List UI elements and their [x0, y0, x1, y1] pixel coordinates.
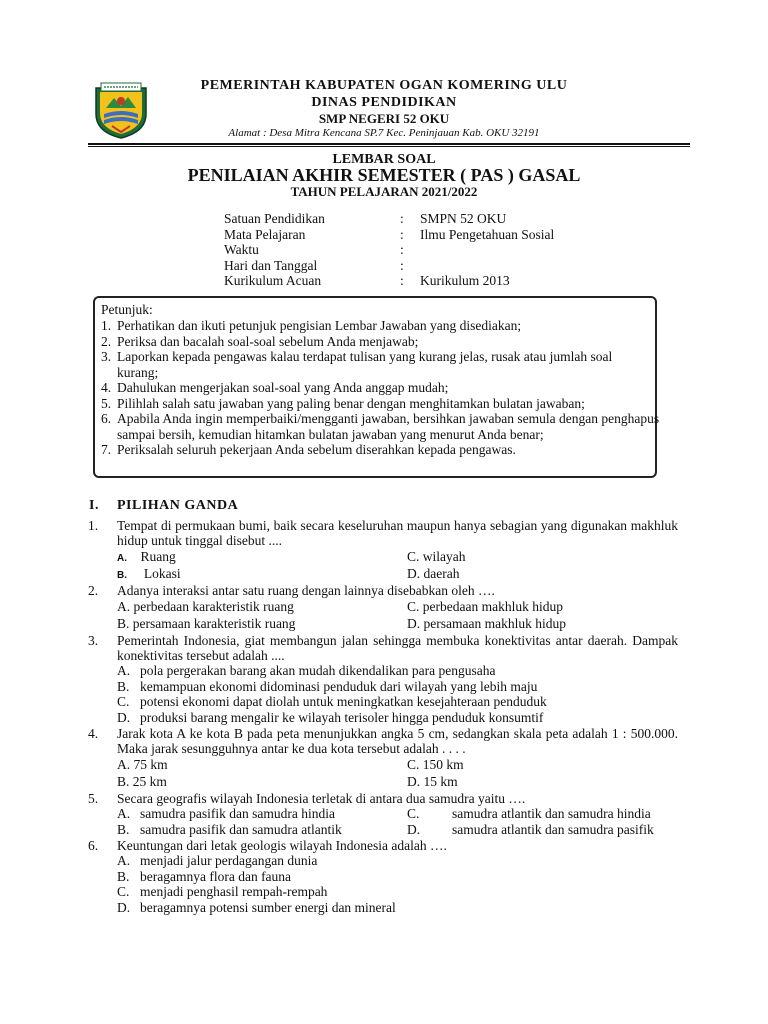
document-title: PENILAIAN AKHIR SEMESTER ( PAS ) GASAL [187, 165, 581, 185]
instruction-number: 1. [101, 318, 112, 333]
option-letter: A. [117, 663, 131, 678]
question-number: 1. [88, 518, 99, 533]
option-letter: C. [117, 884, 130, 899]
question-2 [88, 583, 678, 632]
instruction-text: Perhatikan dan ikuti petunjuk pengisian Lembar Jawaban yang disediakan; [117, 318, 522, 333]
header-department: DINAS PENDIDIKAN [311, 95, 457, 110]
instruction-item [101, 396, 671, 412]
info-value: Kurikulum 2013 [420, 273, 510, 288]
question-3 [88, 633, 678, 725]
option-letter: A. [117, 853, 131, 868]
option-text: Ruang [140, 549, 176, 564]
question-number: 3. [88, 633, 99, 648]
option-c[interactable]: samudra atlantik dan samudra hindia [452, 806, 651, 821]
option-text: potensi ekonomi dapat diolah untuk meningkatkan kesejahteraan penduduk [140, 694, 547, 709]
options-row [117, 615, 678, 632]
option-letter: D. [117, 899, 131, 915]
option-d[interactable] [117, 710, 678, 726]
question-4 [88, 726, 678, 790]
instruction-text: Dahulukan mengerjakan soal-soal yang Anda anggap mudah; [117, 380, 449, 395]
option-text: menjadi jalur perdagangan dunia [140, 853, 318, 868]
options-row [117, 565, 678, 582]
header-address: Alamat : Desa Mitra Kencana SP.7 Kec. Peninjauan Kab. OKU 32191 [228, 127, 540, 139]
option-d[interactable]: D. 15 km [407, 774, 458, 789]
info-label: Kurikulum Acuan [224, 273, 322, 288]
options-row [117, 756, 678, 773]
section-heading [89, 498, 239, 514]
question-stem: Secara geografis wilayah Indonesia terletak di antara dua samudra yaitu …. [117, 791, 526, 806]
option-a[interactable]: A. 75 km [117, 757, 168, 772]
option-text: kemampuan ekonomi didominasi penduduk dari wilayah yang lebih maju [140, 678, 538, 694]
info-label: Satuan Pendidikan [224, 211, 325, 226]
option-d[interactable] [117, 900, 678, 916]
question-1 [88, 518, 678, 582]
instruction-number: 2. [101, 333, 112, 349]
options-row [117, 598, 678, 615]
instruction-item [101, 380, 671, 396]
instructions-title: Petunjuk: [101, 302, 153, 317]
option-c[interactable]: C. wilayah [407, 549, 466, 564]
option-letter: A. [117, 806, 131, 821]
instruction-item [101, 349, 647, 380]
info-colon: : [400, 257, 404, 273]
instruction-text: Laporkan kepada pengawas kalau terdapat tulisan yang kurang jelas, rusak atau jumlah soal kurang; [117, 349, 613, 380]
info-colon: : [400, 242, 404, 257]
instructions [101, 302, 671, 458]
instruction-number: 6. [101, 411, 112, 426]
question-number: 4. [88, 726, 99, 741]
option-c[interactable] [117, 694, 678, 710]
question-stem: Adanya interaksi antar satu ruang dengan lainnya disebabkan oleh …. [117, 583, 495, 598]
option-letter: C. [117, 694, 130, 709]
question-stem: Tempat di permukaan bumi, baik secara keseluruhan maupun hanya sebagian yang digunakan makhluk hidup untuk tinggal disebut .... [117, 518, 678, 548]
option-a[interactable]: A. perbedaan karakteristik ruang [117, 599, 294, 614]
instruction-text: Apabila Anda ingin memperbaiki/mengganti jawaban, bersihkan jawaban semula dengan penghapus sampai bersih, kemudian hitamkan bulatan jawaban yang menurut Anda benar; [117, 411, 660, 442]
option-letter: C. [407, 806, 420, 821]
option-b[interactable]: B. persamaan karakteristik ruang [117, 616, 296, 631]
option-d[interactable]: D. daerah [407, 566, 460, 581]
option-text: produksi barang mengalir ke wilayah terisoler hingga penduduk konsumtif [140, 709, 544, 725]
instruction-item [101, 442, 671, 458]
info-label: Hari dan Tanggal [224, 257, 318, 273]
option-b[interactable] [117, 565, 181, 584]
option-c[interactable] [117, 884, 678, 900]
options-row [117, 548, 678, 565]
option-d[interactable]: D. persamaan makhluk hidup [407, 616, 566, 631]
question-number: 6. [88, 838, 99, 853]
question-list [88, 518, 678, 915]
option-letter: A. [117, 553, 127, 564]
header-government: PEMERINTAH KABUPATEN OGAN KOMERING ULU [200, 78, 568, 93]
instruction-number: 3. [101, 349, 112, 364]
option-a[interactable] [117, 663, 678, 679]
option-letter: D. [407, 821, 421, 837]
header-school: SMP NEGERI 52 OKU [318, 111, 450, 126]
option-text: pola pergerakan barang akan mudah dikendalikan para pengusaha [140, 663, 496, 678]
option-b[interactable] [117, 679, 678, 695]
question-number: 2. [88, 583, 99, 598]
section-title: PILIHAN GANDA [117, 498, 239, 513]
option-letter: B. [117, 868, 130, 884]
header-rule-thin [88, 146, 690, 147]
option-letter: D. [117, 709, 131, 725]
question-number: 5. [88, 791, 99, 806]
info-value: SMPN 52 OKU [420, 211, 507, 226]
document-type: LEMBAR SOAL [332, 152, 436, 167]
info-colon: : [400, 226, 404, 242]
info-label: Mata Pelajaran [224, 226, 306, 242]
option-c[interactable]: C. perbedaan makhluk hidup [407, 599, 563, 614]
info-label: Waktu [224, 242, 259, 257]
option-a[interactable]: samudra pasifik dan samudra hindia [140, 806, 335, 821]
question-5 [88, 791, 678, 837]
options-row [117, 822, 678, 838]
option-letter: B. [117, 570, 127, 581]
option-text: beragamnya potensi sumber energi dan mineral [140, 899, 396, 915]
option-letter: B. [117, 678, 130, 694]
instruction-item [101, 411, 677, 442]
option-text: beragamnya flora dan fauna [140, 868, 292, 884]
info-colon: : [400, 211, 404, 226]
instruction-number: 4. [101, 380, 112, 395]
option-c[interactable]: C. 150 km [407, 757, 464, 772]
options-row [117, 806, 678, 822]
instruction-text: Periksa dan bacalah soal-soal sebelum Anda menjawab; [117, 333, 419, 349]
instruction-number: 5. [101, 395, 112, 411]
option-b[interactable]: samudra pasifik dan samudra atlantik [140, 821, 342, 837]
option-d[interactable]: samudra atlantik dan samudra pasifik [452, 821, 654, 837]
header-rule [88, 143, 690, 145]
question-stem: Pemerintah Indonesia, giat membangun jalan sehingga membuka konektivitas antar daerah. Dampak konektivitas tersebut adalah .... [117, 633, 678, 663]
instruction-text: Pilihlah salah satu jawaban yang paling benar dengan menghitamkan bulatan jawaban; [117, 395, 585, 411]
option-text: Lokasi [143, 566, 181, 581]
instruction-text: Periksalah seluruh pekerjaan Anda sebelum diserahkan kepada pengawas. [117, 442, 516, 457]
instruction-item [101, 334, 671, 350]
instruction-item [101, 318, 671, 334]
option-letter: B. [117, 821, 130, 837]
academic-year: TAHUN PELAJARAN 2021/2022 [290, 184, 478, 199]
option-b[interactable] [117, 869, 678, 885]
option-b[interactable]: B. 25 km [117, 774, 167, 789]
question-stem: Jarak kota A ke kota B pada peta menunjukkan angka 5 cm, sedangkan skala peta adalah 1 : 500.000. Maka jarak sesungguhnya antar ke dua kota tersebut adalah . . . . [117, 726, 678, 756]
section-number: I. [89, 498, 99, 513]
question-6 [88, 838, 678, 915]
info-value: Ilmu Pengetahuan Sosial [420, 226, 555, 242]
option-a[interactable] [117, 853, 678, 869]
instruction-number: 7. [101, 442, 112, 457]
options-row [117, 773, 678, 790]
option-text: menjadi penghasil rempah-rempah [140, 884, 328, 899]
question-stem: Keuntungan dari letak geologis wilayah Indonesia adalah …. [117, 838, 447, 853]
info-colon: : [400, 273, 404, 288]
